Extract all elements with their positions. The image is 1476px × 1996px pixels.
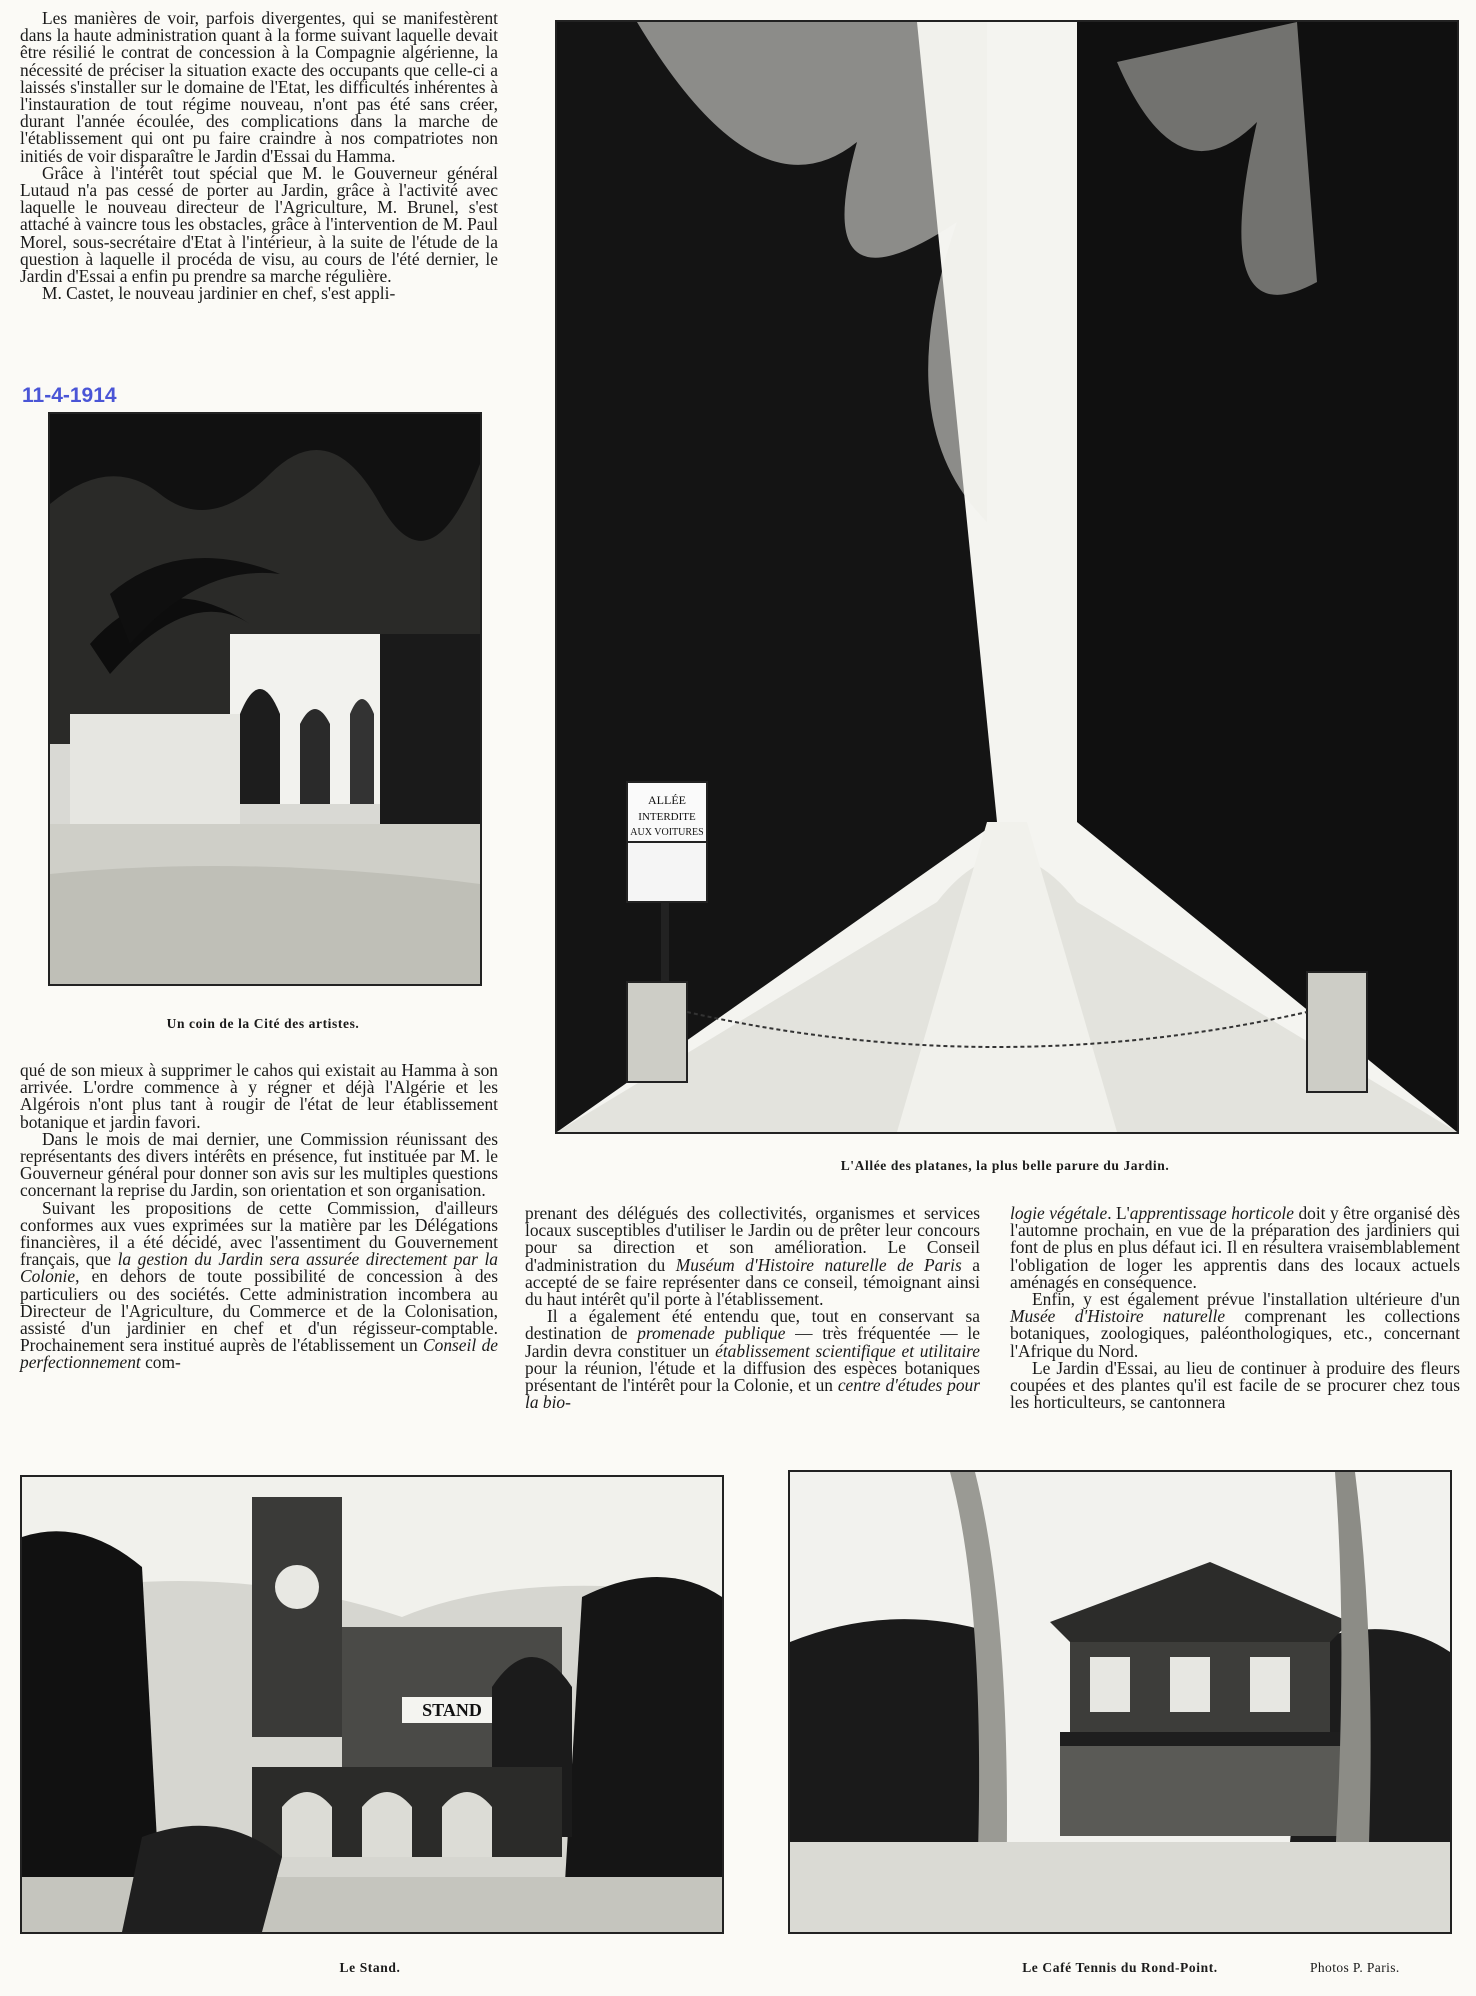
stand-sign-text: STAND [422,1700,482,1720]
column1-top [20,10,498,302]
photo-credit: Photos P. Paris. [1310,1960,1400,1975]
caption-cite: Un coin de la Cité des artistes. [166,1016,360,1031]
paragraph: qué de son mieux à supprimer le cahos qui existait au Hamma à son arrivée. L'ordre commence à y régner et déjà l'Algérie et les Algérois n'ont plus tant à rougir de l'état de leur établissement botanique et jardin favori. [20,1060,498,1132]
paragraph: logie végétale. L'apprentissage horticole doit y être organisé dès l'automne prochain, en vue de la préparation des jardiniers qui font de plus en plus défaut ici. Il en résultera vraisemblablement l'obligation de loger les apprentis dans des locaux actuels aménagés en conséquence. [1010,1203,1460,1292]
column1-bottom [20,1062,498,1372]
paragraph: prenant des délégués des collectivités, organismes et services locaux susceptibles d'utiliser le Jardin ou de prêter leur concours pour sa direction et son amélioration. Le Conseil d'administration du Muséum d'Histoire naturelle de Paris a accepté de se faire représenter dans ce conseil, témoignant ainsi du haut intérêt qu'il porte à l'établissement. [525,1203,980,1310]
caption-cafe: Le Café Tennis du Rond-Point. [1022,1960,1218,1975]
sign-text: INTERDITE [638,811,696,823]
photo-cite-des-artistes [48,412,482,986]
sign-text: AUX VOITURES [630,827,704,838]
photo-cafe-tennis [788,1470,1452,1934]
photo-allee-des-platanes [555,20,1459,1134]
paragraph: Enfin, y est également prévue l'installation ultérieure d'un Musée d'Histoire naturelle comprenant les collections botaniques, zoologiques, paléonthologiques, etc., concernant l'Afrique du Nord. [1010,1289,1460,1361]
caption-stand: Le Stand. [339,1960,401,1975]
photo-le-stand [20,1475,724,1934]
sign-text: ALLÉE [648,793,686,807]
paragraph: Dans le mois de mai dernier, une Commission réunissant des représentants des divers intérêts en présence, fut instituée par M. le Gouverneur général pour donner son avis sur les multiples questions concernant la reprise du Jardin, son orientation et son organisation. [20,1128,498,1201]
column3 [1010,1205,1460,1411]
paragraph: Le Jardin d'Essai, au lieu de continuer à produire des fleurs coupées et des plantes qu'il est facile de se procurer chez tous les horticulteurs, se cantonnera [1010,1357,1460,1413]
paragraph: Il a également été entendu que, tout en conservant sa destination de promenade publique — très fréquentée — le Jardin devra constituer un établissement scientifique et utilitaire pour la réunion, l'étude et la diffusion des espèces botaniques présentant de l'intérêt pour la Colonie, et un centre d'études pour la bio- [525,1306,981,1413]
paragraph: Suivant les propositions de cette Commission, d'ailleurs conformes aux vues exprimées sur la matière par les Délégations financières, il a été décidé, avec l'assentiment du Gouvernement français, que la gestion du Jardin sera assurée directement par la Colonie, en dehors de toute possibilité de concession à des particuliers ou des sociétés. Cette administration incombera au Directeur de l'Agriculture, du Commerce et de la Colonisation, assisté d'un jardinier en chef et d'un régisseur-comptable. Prochainement sera institué auprès de l'établissement un Conseil de perfectionnement com- [20,1197,499,1373]
paragraph: Grâce à l'intérêt tout spécial que M. le Gouverneur général Lutaud n'a pas cessé de porter au Jardin, grâce à l'activité avec laquelle le nouveau directeur de l'Agriculture, M. Brunel, s'est attaché à vaincre tous les obstacles, grâce à l'intervention de M. Paul Morel, sous-secrétaire d'Etat à l'intérieur, à la suite de l'étude de la question à laquelle il procéda de visu, au cours de l'été dernier, le Jardin d'Essai a enfin pu prendre sa marche régulière. [20,162,498,287]
paragraph: M. Castet, le nouveau jardinier en chef, s'est appli- [42,283,396,304]
caption-allee: L'Allée des platanes, la plus belle parure du Jardin. [840,1158,1170,1173]
column2 [525,1205,980,1411]
paragraph: Les manières de voir, parfois divergentes, qui se manifestèrent dans la haute administration quant à la forme suivant laquelle devait être résilié le contrat de concession à la Compagnie algérienne, la nécessité de préciser la situation exacte des occupants que celle-ci a laissés s'installer sur le domaine de l'Etat, les difficultés inhérentes à l'instauration de tout régime nouveau, n'ont pas été sans créer, durant l'année écoulée, des complications dans la marche de l'établissement qui ont pu faire craindre à nos compatriotes non initiés de voir disparaître le Jardin d'Essai du Hamma. [20,8,498,166]
date-stamp: 11-4-1914 [22,384,117,407]
